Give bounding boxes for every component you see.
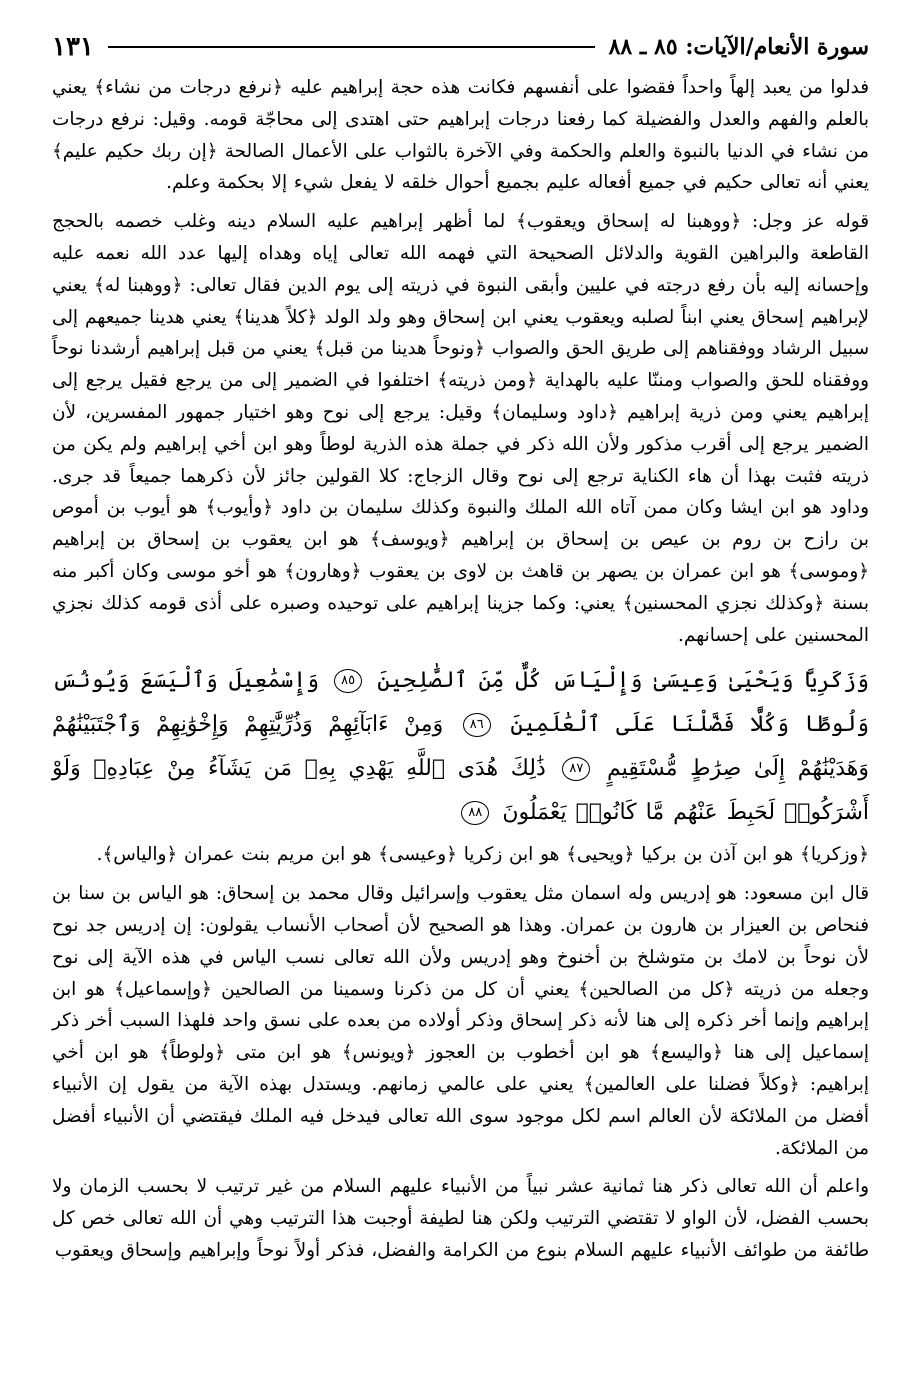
verse-text-88: ذَٰلِكَ هُدَى ٱللَّهِ يَهْدِي بِهِۦ مَن يَشَآءُ مِنْ عِبَادِهِۦ وَلَوْ أَشْرَكُوا۟ لَحَبِطَ عَنْهُم مَّا كَانُوا۟ يَعْمَلُونَ <box>52 756 869 826</box>
paragraph-3 <box>52 839 869 871</box>
verse-text-86: وَإِسْمَٰعِيلَ وَٱلْيَسَعَ وَيُونُسَ وَلُوطًا وَكُلًّا فَضَّلْنَا عَلَى ٱلْعَٰلَمِينَ <box>52 668 870 738</box>
page-number: ١٣١ <box>52 32 94 62</box>
paragraph-1 <box>52 72 869 199</box>
page-header <box>52 30 869 64</box>
paragraph-text: قوله عز وجل: ﴿ووهبنا له إسحاق ويعقوب﴾ لما أظهر إبراهيم عليه السلام دينه وغلب خصمه بالحجج القاطعة والبراهين القوية والدلائل الصحيحة التي فهمه الله تعالى إياه وهداه إليها عدد الله نعمه عليه وإحسانه إليه بأن رفع درجته في عليين وأبقى النبوة في ذريته إلى يوم الدين فقال تعالى: ﴿ووهبنا له﴾ يعني لإبراهيم إسحاق يعني ابناً لصلبه ويعقوب يعني ابن إسحاق وهو ولد الولد ﴿كلاً هدينا﴾ يعني هدينا جميعهم إلى سبيل الرشاد ووفقناهم إلى طريق الحق والصواب ﴿ونوحاً هدينا من قبل﴾ يعني من قبل إبراهيم أرشدنا نوحاً ووفقناه للحق والصواب ومننّا عليه بالهداية ﴿ومن ذريته﴾ اختلفوا في الضمير إلى من يرجع فقيل يرجع إلى إبراهيم يعني ومن ذرية إبراهيم ﴿داود وسليمان﴾ وقيل: يرجع إلى نوح وهو اختيار جمهور المفسرين، لأن الضمير يرجع إلى أقرب مذكور ولأن الله ذكر في جملة هذه الذرية لوطاً وهو ابن أخي إبراهيم ولم يكن من ذريته فثبت بهذا أن هاء الكناية ترجع إلى نوح وقال الزجاج: كلا القولين جائز لأن ذكرهما جميعاً قد جرى. وداود هو ابن ايشا وكان ممن آتاه الله الملك والنبوة وكذلك سليمان بن داود ﴿وأيوب﴾ هو أيوب بن أموص بن رازح بن روم بن عيص بن إسحاق بن إبراهيم ﴿ويوسف﴾ هو ابن يعقوب بن إسحاق بن إبراهيم ﴿وموسى﴾ هو ابن عمران بن يصهر بن قاهث بن لاوى بن يعقوب ﴿وهارون﴾ هو أخو موسى وكان أكبر منه بسنة ﴿وكذلك نجزي المحسنين﴾ يعني: وكما جزينا إبراهيم على توحيده وصبره على أذى قومه كذلك نجزي المحسنين على إحسانهم. <box>52 211 869 646</box>
paragraph-text: ﴿وزكريا﴾ هو ابن آذن بن بركيا ﴿ويحيى﴾ هو ابن زكريا ﴿وعيسى﴾ هو ابن مريم بنت عمران ﴿والياس﴾. <box>96 844 869 866</box>
verse-text-87: وَمِنْ ءَابَآئِهِمْ وَذُرِّيَّٰتِهِمْ وَإِخْوَٰنِهِمْ وَٱجْتَبَيْنَٰهُمْ وَهَدَيْنَٰهُمْ إِلَىٰ صِرَٰطٍ مُّسْتَقِيمٍ <box>52 712 870 782</box>
quran-verse-block <box>52 659 869 835</box>
verse-number-85: ٨٥ <box>334 669 362 693</box>
header-rule <box>108 46 595 48</box>
page-content <box>52 72 869 1267</box>
verse-text-85: وَزَكَرِيَّا وَيَحْيَىٰ وَعِيسَىٰ وَإِلْيَاسَ كُلٌّ مِّنَ ٱلصَّٰلِحِينَ <box>377 668 869 694</box>
running-title: سورة الأنعام/الآيات: ٨٥ ـ ٨٨ <box>608 34 869 60</box>
verse-number-88: ٨٨ <box>461 801 489 825</box>
paragraph-text: واعلم أن الله تعالى ذكر هنا ثمانية عشر نبياً من الأنبياء عليهم السلام من غير ترتيب لا بحسب الزمان ولا بحسب الفضل، لأن الواو لا تقتضي الترتيب ولكن هنا لطيفة أوجبت هذا الترتيب وهي أن الله تعالى خص كل طائفة من طوائف الأنبياء عليهم السلام بنوع من الكرامة والفضل، فذكر أولاً نوحاً وإبراهيم وإسحاق ويعقوب <box>52 1176 869 1261</box>
verse-number-87: ٨٧ <box>562 757 590 781</box>
paragraph-text: فدلوا من يعبد إلهاً واحداً فقضوا على أنفسهم فكانت هذه حجة إبراهيم عليه ﴿نرفع درجات من نشاء﴾ يعني بالعلم والفهم والعدل والفضيلة كما رفعنا درجات إبراهيم حتى اهتدى إلى محاجّة قومه. وقيل: نرفع درجات من نشاء في الدنيا بالنبوة والعلم والحكمة وفي الآخرة بالثواب على الأعمال الصالحة ﴿إن ربك حكيم عليم﴾ يعني أنه تعالى حكيم في جميع أفعاله عليم بجميع أحوال خلقه لا يفعل شيء إلا بحكمة وعلم. <box>52 77 869 194</box>
verse-number-86: ٨٦ <box>463 713 491 737</box>
paragraph-5 <box>52 1171 869 1266</box>
paragraph-2 <box>52 206 869 651</box>
paragraph-4 <box>52 878 869 1164</box>
paragraph-text: قال ابن مسعود: هو إدريس وله اسمان مثل يعقوب وإسرائيل وقال محمد بن إسحاق: هو الياس بن سنا بن فنحاص بن العيزار بن هارون بن عمران. وهذا هو الصحيح لأن أصحاب الأنساب يقولون: إن إدريس جد نوح لأن نوحاً بن لامك بن متوشلخ بن أخنوخ وهو إدريس ولأن الله تعالى نسب الياس في هذه الآية إلى نوح وجعله من ذريته ﴿كل من الصالحين﴾ يعني أن كل من ذكرنا وسمينا من الصالحين ﴿وإسماعيل﴾ هو ابن إبراهيم وإنما أخر ذكره إلى هنا لأنه ذكر إسحاق وذكر أولاده من بعده على نسق واحد فلهذا السبب أخر ذكر إسماعيل إلى هنا ﴿واليسع﴾ هو ابن أخطوب بن العجوز ﴿ويونس﴾ هو ابن متى ﴿ولوطاً﴾ هو ابن أخي إبراهيم: ﴿وكلاً فضلنا على العالمين﴾ يعني على عالمي زمانهم. ويستدل بهذه الآية من يقول إن الأنبياء أفضل من الملائكة لأن العالم اسم لكل موجود سوى الله تعالى فيدخل فيه الملك فيقتضي أن الأنبياء أفضل من الملائكة. <box>52 883 869 1159</box>
